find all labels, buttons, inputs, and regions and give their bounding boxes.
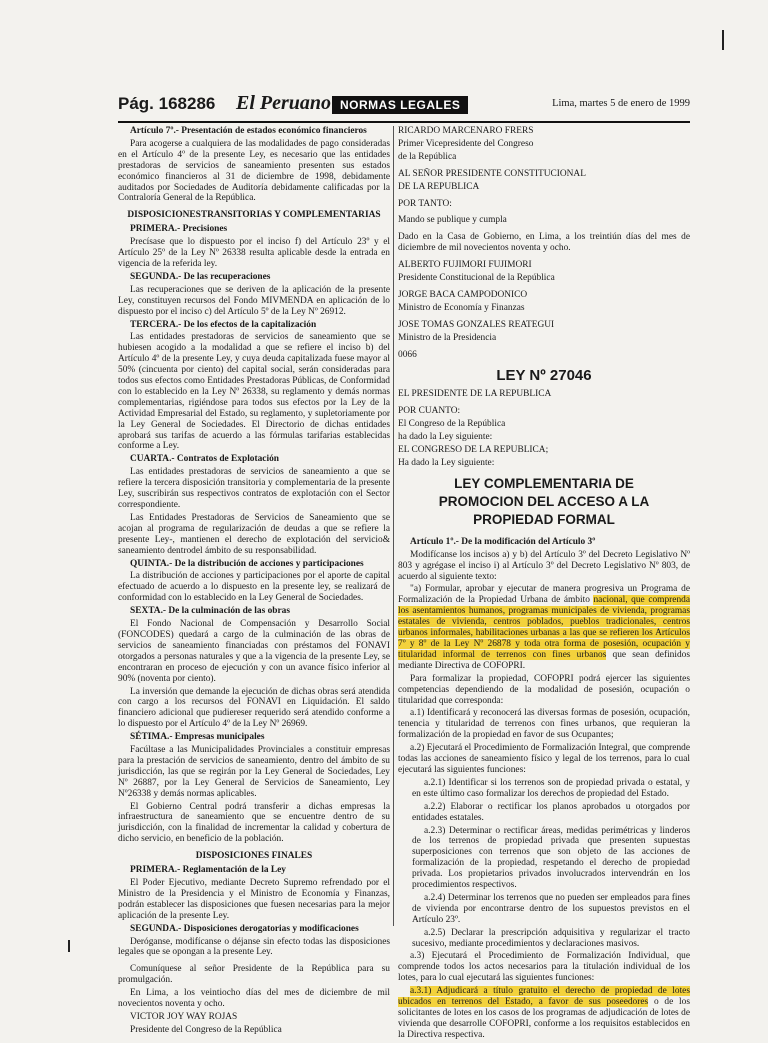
header-rule <box>118 121 690 123</box>
septima-body-1: Facúltase a las Municipalidades Provinciales a constituir empresas para la prestación de servicios de saneamiento, dentro del ámbito de su jurisdicción, las que se regirán por la Ley General de Sociedades, Ley Nº 26887, por la Ley General de Servicios de Saneamiento, Ley Nº26338 y demás normas aplicables. <box>118 745 390 799</box>
inciso-a23: a.2.3) Determinar o rectificar áreas, medidas perimétricas y linderos de los terrenos de propiedad privada que presenten supuestas superposiciones con terrenos que son objeto de las acciones de formalización de la propiedad, respetando el derecho de propiedad privada. Los propietarios privados involucrados intervendrán en los procedimientos respectivos. <box>412 825 690 891</box>
law-title-line-3: PROPIEDAD FORMAL <box>473 511 615 527</box>
signer-3-role: Ministro de Economía y Finanzas <box>398 302 525 313</box>
quinta-body: La distribución de acciones y participaciones por el aporte de capital efectuado de acuerdo a lo dispuesto en la presente ley, se realizará de conformidad con lo establecido en la Ley General de Sociedades. <box>118 571 390 604</box>
segunda-body: Las recuperaciones que se deriven de la aplicación de la presente Ley, constituyen recursos del Fondo MIVMENDA en aplicación de lo dispuesto por el inciso c) del Artículo 5º de la Ley Nº 26912. <box>118 284 390 317</box>
final-provisions-heading: DISPOSICIONES FINALES <box>195 851 313 862</box>
segunda-title: SEGUNDA.- De las recuperaciones <box>130 271 271 282</box>
congreso-2: EL CONGRESO DE LA REPUBLICA; <box>398 445 549 456</box>
cuarta-body-1: Las entidades prestadoras de servicios de saneamiento a que se refiere la tercera disposición transitoria y complementaria de la presente Ley, suscribirán sus respectivos contratos de explotación con el Sector correspondiente. <box>118 467 390 510</box>
signer-4-name: JOSE TOMAS GONZALES REATEGUI <box>398 319 555 330</box>
signer-name: VICTOR JOY WAY ROJAS <box>130 1011 238 1022</box>
right-column <box>398 126 690 1043</box>
addressee-1: AL SEÑOR PRESIDENTE CONSTITUCIONAL <box>398 168 586 179</box>
inciso-a31 <box>398 986 690 1041</box>
highlighted-text: nacional, que comprenda los asentamientos humanos, programas municipales de vivienda, programas estatales de vivienda, centros poblados, pueblos tradicionales, centros urbanos informales, habilitaciones urbanas a las que se refieren los Artículos 7º y 8º de la Ley Nº 26878 y toda otra forma de posesión, ocupación y titularidad informal de terrenos con fines urbanos <box>398 595 690 660</box>
art7-body: Para acogerse a cualquiera de las modalidades de pago consideradas en el Artículo 4º de la presente Ley, es necesario que las entidades prestadoras de servicios de saneamiento presenten sus estados económico financieros al 31 de diciembre de 1998, debidamente auditados por Sociedades de Auditoría debidamente calificadas por la Contraloría General de la República. <box>118 138 390 204</box>
signer-2-name: ALBERTO FUJIMORI FUJIMORI <box>398 260 532 271</box>
inciso-a25: a.2.5) Declarar la prescripción adquisitiva y regularizar el tracto sucesivo, mediante procedimientos y declaraciones masivos. <box>412 927 690 949</box>
law-number: LEY Nº 27046 <box>496 366 592 384</box>
ha-dado-2: Ha dado la Ley siguiente: <box>398 457 495 468</box>
inciso-a24: a.2.4) Determinar los terrenos que no pueden ser empleados para fines de vivienda por encontrarse dentro de los supuestos previstos en el Artículo 23º. <box>412 892 690 925</box>
congreso-1: El Congreso de la República <box>398 419 506 430</box>
art7-title: Artículo 7º.- Presentación de estados económico financieros <box>130 126 367 136</box>
law-title-line-2: PROMOCION DEL ACCESO A LA <box>438 493 650 509</box>
inciso-a2: a.2) Ejecutará el Procedimiento de Formalización Integral, que comprende todas las acciones de saneamiento físico y legal de los terrenos, para lo cual ejecutará las siguientes funciones: <box>398 743 690 775</box>
column-divider <box>393 126 394 926</box>
law-title-line-1: LEY COMPLEMENTARIA DE <box>454 475 634 491</box>
signer-1-role-2: de la República <box>398 151 457 162</box>
mando: Mando se publique y cumpla <box>398 215 507 226</box>
final-segunda-title: SEGUNDA.- Disposiciones derogatorias y modificaciones <box>130 923 359 934</box>
highlighted-text-2: a.3.1) Adjudicará a título gratuito el derecho de propiedad de lotes ubicados en terrenos del Estado, a favor de sus poseedores <box>398 986 690 1008</box>
left-column <box>118 126 390 1038</box>
inciso-a-pre: "a) Formular, aprobar y ejecutar de manera progresiva un Programa de Formalización de la Propiedad Urbana de ámbito <box>398 584 690 606</box>
quinta-title: QUINTA.- De la distribución de acciones y participaciones <box>130 558 364 569</box>
para-formalizar: Para formalizar la propiedad, COFOPRI podrá ejercer las siguientes competencias dependiendo de la modalidad de posesión, ocupación o titularidad que corresponda: <box>398 673 690 706</box>
art1-body: Modifícanse los incisos a) y b) del Artículo 3º del Decreto Legislativo Nº 803 y agrégase el inciso i) al Artículo 3º del Decreto Legislativo Nº 803, de acuerdo al siguiente texto: <box>398 549 690 582</box>
page-header <box>118 92 690 120</box>
inciso-a22: a.2.2) Elaborar o rectificar los planos aprobados u otorgados por entidades estatales. <box>412 801 690 823</box>
cuarta-title: CUARTA.- Contratos de Explotación <box>130 454 279 465</box>
scan-mark <box>722 30 724 50</box>
signer-2-role: Presidente Constitucional de la República <box>398 273 555 284</box>
inciso-a-post: que sean definidos mediante Directiva de COFOPRI. <box>398 649 690 671</box>
por-cuanto: POR CUANTO: <box>398 406 461 417</box>
signer-3-name: JORGE BACA CAMPODONICO <box>398 289 528 300</box>
signer-4-role: Ministro de la Presidencia <box>398 332 497 343</box>
addressee-2: DE LA REPUBLICA <box>398 181 480 192</box>
transitional-heading: DISPOSICIONESTRANSITORIAS Y COMPLEMENTARIAS <box>127 210 381 221</box>
inciso-a21: a.2.1) Identificar si los terrenos son de propiedad privada o estatal, y en este último caso formalizar los derechos de propiedad del Estado. <box>412 777 690 799</box>
inciso-a1: a.1) Identificará y reconocerá las diversas formas de posesión, ocupación, tenencia y titularidad de terrenos con fines urbanos, que requieran la formalización de la propiedad en favor de sus Ocupantes; <box>398 708 690 741</box>
law-title <box>398 475 690 529</box>
dado: Dado en la Casa de Gobierno, en Lima, a los treintiún días del mes de diciembre de mil novecientos noventa y ocho. <box>398 232 690 254</box>
sexta-title: SEXTA.- De la culminación de las obras <box>130 606 290 617</box>
el-presidente: EL PRESIDENTE DE LA REPUBLICA <box>398 389 552 400</box>
final-primera-title: PRIMERA.- Reglamentación de la Ley <box>130 865 286 876</box>
art1-title: Artículo 1º.- De la modificación del Artículo 3º <box>410 536 596 547</box>
primera-title: PRIMERA.- Precisiones <box>130 224 228 235</box>
final-segunda-body: Deróganse, modifícanse o déjanse sin efecto todas las disposiciones legales que se opongan a la presente Ley. <box>118 936 390 958</box>
septima-body-2: El Gobierno Central podrá transferir a dichas empresas la infraestructura de saneamiento que se encuentre dentro de su jurisdicción, con la finalidad de incrementar la calidad y cobertura de dicho servicio, en beneficio de la población. <box>118 801 390 845</box>
por-tanto: POR TANTO: <box>398 198 452 209</box>
page-number: Pág. 168286 <box>118 94 216 113</box>
signer-1-role-1: Primer Vicepresidente del Congreso <box>398 138 534 149</box>
sexta-body-2: La inversión que demande la ejecución de dichas obras será atendida con cargo a los recursos del FONAVI en Liquidación. El saldo financiero adicional que pudiereser requerido será atendido conforme a lo dispuesto por el Artículo 4º de la Ley Nº 26969. <box>118 686 390 730</box>
ha-dado-1: ha dado la Ley siguiente: <box>398 432 493 443</box>
inciso-a31-post: o de los solicitantes de lotes en los casos de los programas de adjudicación de lotes de vivienda que desarrolle COFOPRI, conforme a los requisitos establecidos en la Directiva respectiva. <box>398 997 691 1040</box>
section-tag: NORMAS LEGALES <box>332 96 468 114</box>
inciso-a3: a.3) Ejecutará el Procedimiento de Formalización Individual, que comprende todos los actos necesarios para la titulación individual de los lotes, para lo cual ejecutará las siguientes funciones: <box>398 951 690 984</box>
newspaper-brand: El Peruano <box>236 92 332 114</box>
issue-date: Lima, martes 5 de enero de 1999 <box>552 98 690 109</box>
tercera-title: TERCERA.- De los efectos de la capitalización <box>130 319 317 330</box>
en-lima: En Lima, a los veintiocho días del mes de diciembre de mil novecientos noventa y ocho. <box>118 988 390 1010</box>
final-primera-body: El Poder Ejecutivo, mediante Decreto Supremo refrendado por el Ministro de la Presidencia y el Ministro de Economía y Finanzas, podrán establecer las disposiciones que fuesen necesarias para la mejor aplicación de la presente Ley. <box>118 878 390 921</box>
primera-body: Precísase que lo dispuesto por el inciso f) del Artículo 23º y el Artículo 25º de la Ley Nº 26338 resulta aplicable desde la entrada en vigencia de la referida ley. <box>118 237 390 269</box>
document-code: 0066 <box>398 349 417 360</box>
septima-title: SÉTIMA.- Empresas municipales <box>130 732 265 743</box>
scan-mark <box>68 940 70 952</box>
inciso-a <box>398 584 690 671</box>
tercera-body: Las entidades prestadoras de servicios de saneamiento que se hubiesen acogido a la modalidad a que se refiere el inciso b) del Artículo 4º de la presente Ley, y cuya deuda capitalizada fuese mayor al 50% (cincuenta por ciento) del capital social, serán consideradas para todos sus efectos como Entidades Prestadoras Públicas, de Conformidad con lo establecido en la Ley Nº 26338, su reglamento y demás normas complementarias, rigiéndose para todos sus efectos por la Ley de la Actividad Empresarial del Estado, su reglamento, y supletoriamente por la Ley General de Sociedades. El Directorio de dichas entidades aprobará sus tarifas de acuerdo a las fórmulas tarifarias establecidas conforme a Ley. <box>118 332 390 452</box>
cuarta-body-2: Las Entidades Prestadoras de Servicios de Saneamiento que se acojan al programa de regularización de deudas a que se refiere la presente Ley-, mantienen el derecho de explotación del servicio& saneamiento dentrodel ámbito de su responsabilidad. <box>118 512 390 556</box>
signer-role: Presidente del Congreso de la República <box>130 1024 282 1035</box>
sexta-body-1: El Fondo Nacional de Compensación y Desarrollo Social (FONCODES) quedará a cargo de la culminación de las obras de servicios de saneamiento financiadas con préstamos del FONAVI otorgados a personas naturales y que a la vigencia de la presente Ley, se encontraran en proceso de ejecución y con un avance físico inferior al 90% (noventa por ciento). <box>118 619 390 684</box>
comuniquese: Comuníquese al señor Presidente de la República para su promulgación. <box>118 964 390 986</box>
signer-1-name: RICARDO MARCENARO FRERS <box>398 126 534 136</box>
